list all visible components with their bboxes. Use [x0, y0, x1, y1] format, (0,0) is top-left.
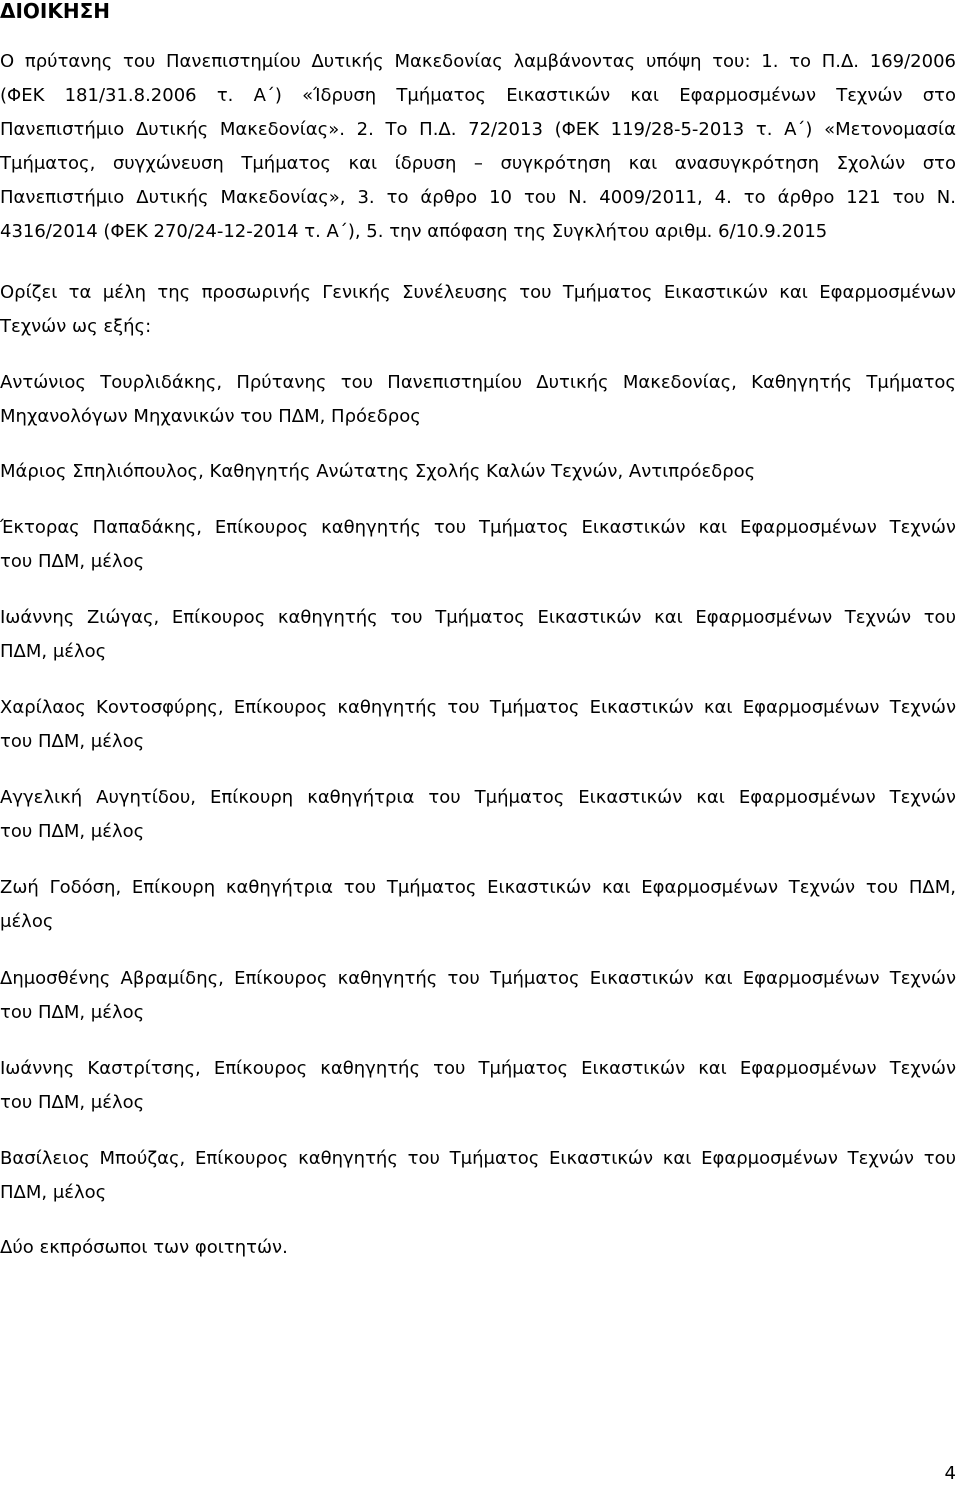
- member-line: Ζωή Γοδόση, Επίκουρη καθηγήτρια του Τμήματος Εικαστικών και Εφαρμοσμένων Τεχνών του ΠΔΜ,: [0, 877, 956, 898]
- preamble-line: Πανεπιστήμιο Δυτικής Μακεδονίας», 3. το άρθρο 10 του Ν. 4009/2011, 4. το άρθρο 121 του Ν.: [0, 187, 956, 208]
- preamble-line: Τμήματος, συγχώνευση Τμήματος και ίδρυση – συγκρότηση και ανασυγκρότηση Σχολών στο: [0, 153, 956, 174]
- member-entry: [0, 962, 956, 1030]
- member-line: Δύο εκπρόσωποι των φοιτητών.: [0, 1237, 288, 1258]
- member-line: Αντώνιος Τουρλιδάκης, Πρύτανης του Πανεπιστημίου Δυτικής Μακεδονίας, Καθηγητής Τμήματος: [0, 372, 956, 393]
- member-line: Έκτορας Παπαδάκης, Επίκουρος καθηγητής του Τμήματος Εικαστικών και Εφαρμοσμένων Τεχνών: [0, 517, 956, 538]
- decision-paragraph: [0, 276, 956, 344]
- member-entry: [0, 871, 956, 939]
- member-line: Βασίλειος Μπούζας, Επίκουρος καθηγητής του Τμήματος Εικαστικών και Εφαρμοσμένων Τεχνών του: [0, 1148, 956, 1169]
- section-heading: ΔΙΟΙΚΗΣΗ: [0, 0, 110, 23]
- member-entry: [0, 1052, 956, 1120]
- member-line: μέλος: [0, 911, 54, 932]
- member-entry: [0, 691, 956, 759]
- member-line: ΠΔΜ, μέλος: [0, 1182, 107, 1203]
- member-line: Χαρίλαος Κοντοσφύρης, Επίκουρος καθηγητής του Τμήματος Εικαστικών και Εφαρμοσμένων Τεχνών: [0, 697, 956, 718]
- member-line: Ιωάννης Ζιώγας, Επίκουρος καθηγητής του Τμήματος Εικαστικών και Εφαρμοσμένων Τεχνών του: [0, 607, 956, 628]
- member-line: του ΠΔΜ, μέλος: [0, 821, 145, 842]
- member-line: Ιωάννης Καστρίτσης, Επίκουρος καθηγητής του Τμήματος Εικαστικών και Εφαρμοσμένων Τεχνών: [0, 1058, 956, 1079]
- member-entry: [0, 455, 956, 489]
- page-number: 4: [944, 1463, 956, 1484]
- decision-line: Ορίζει τα μέλη της προσωρινής Γενικής Συνέλευσης του Τμήματος Εικαστικών και Εφαρμοσμένων: [0, 282, 956, 303]
- decision-line: Τεχνών ως εξής:: [0, 316, 152, 337]
- member-entry: [0, 601, 956, 669]
- member-line: Μάριος Σπηλιόπουλος, Καθηγητής Ανώτατης Σχολής Καλών Τεχνών, Αντιπρόεδρος: [0, 461, 756, 482]
- member-line: Μηχανολόγων Μηχανικών του ΠΔΜ, Πρόεδρος: [0, 406, 421, 427]
- member-entry: [0, 511, 956, 579]
- preamble-line: Ο πρύτανης του Πανεπιστημίου Δυτικής Μακεδονίας λαμβάνοντας υπόψη του: 1. το Π.Δ. 169/2006: [0, 51, 956, 72]
- preamble-line: (ΦΕΚ 181/31.8.2006 τ. Α΄) «Ίδρυση Τμήματος Εικαστικών και Εφαρμοσμένων Τεχνών στο: [0, 85, 956, 106]
- preamble-line: 4316/2014 (ΦΕΚ 270/24-12-2014 τ. Α΄), 5. την απόφαση της Συγκλήτου αριθμ. 6/10.9.2015: [0, 221, 828, 242]
- preamble-paragraph: [0, 45, 956, 249]
- member-line: του ΠΔΜ, μέλος: [0, 1002, 145, 1023]
- member-entry: [0, 366, 956, 434]
- member-line: του ΠΔΜ, μέλος: [0, 1092, 145, 1113]
- member-line: του ΠΔΜ, μέλος: [0, 551, 145, 572]
- member-entry: [0, 781, 956, 849]
- member-entry: [0, 1142, 956, 1210]
- member-line: Δημοσθένης Αβραμίδης, Επίκουρος καθηγητής του Τμήματος Εικαστικών και Εφαρμοσμένων Τεχνών: [0, 968, 956, 989]
- member-line: Αγγελική Αυγητίδου, Επίκουρη καθηγήτρια του Τμήματος Εικαστικών και Εφαρμοσμένων Τεχνών: [0, 787, 956, 808]
- member-line: ΠΔΜ, μέλος: [0, 641, 107, 662]
- member-entry: [0, 1231, 956, 1265]
- preamble-line: Πανεπιστήμιο Δυτικής Μακεδονίας». 2. Το Π.Δ. 72/2013 (ΦΕΚ 119/28-5-2013 τ. Α΄) «Μετονομασία: [0, 119, 956, 140]
- member-line: του ΠΔΜ, μέλος: [0, 731, 145, 752]
